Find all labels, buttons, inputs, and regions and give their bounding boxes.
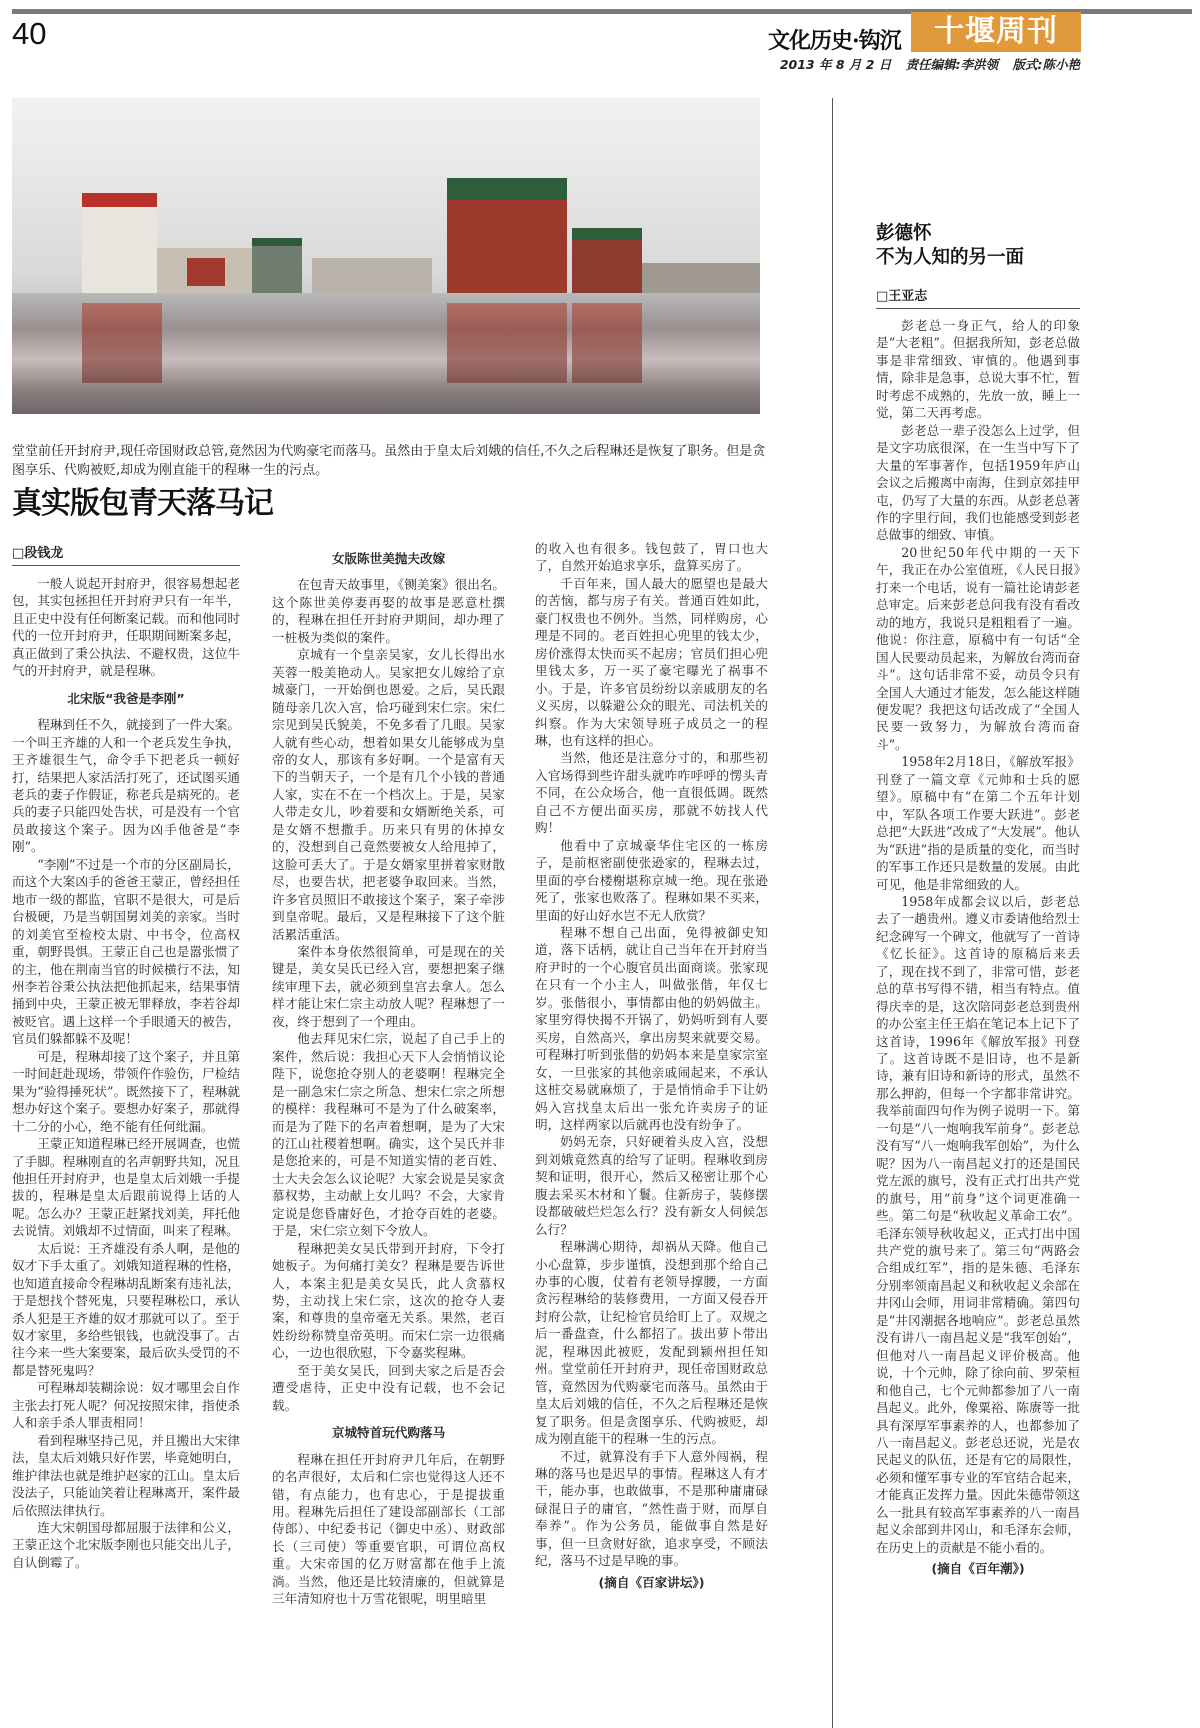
paragraph: 可是，程琳却接了这个案子，并且第一时间赶赴现场，带领仵作验伤，尸检结果为“验得捶死状”。既然接下了，程琳就想办好这个案子。要想办好案子，那就得十二分的小心，绝不能有任何纰漏。 bbox=[12, 1048, 240, 1134]
article-column-1 bbox=[12, 575, 240, 1571]
side-article-byline: □王亚志 bbox=[876, 285, 1080, 309]
issue-date: 2013 年 8 月 2 日 bbox=[779, 57, 892, 72]
paragraph: 程琳在担任开封府尹几年后，在朝野的名声很好，太后和仁宗也觉得这人还不错，有点能力，也有忠心，于是提拔重用。程琳先后担任了建设部副部长（工部侍郎）、中纪委书记（御史中丞）、财政部长（三司使）等重要官职，可谓位高权重。大宋帝国的亿万财富都在他手上流淌。当然，他还是比较清廉的，但就算是三年清知府也十万雪花银呢，明里暗里 bbox=[272, 1451, 505, 1607]
paragraph: 王蒙正知道程琳已经开展调查，也慌了手脚。程琳刚直的名声朝野共知，况且他担任开封府尹，也是皇太后刘娥一手提拔的，程琳是皇太后跟前说得上话的人呢。怎么办？王蒙正赶紧找刘美，拜托他去说情。刘娥却不过情面，叫来了程琳。 bbox=[12, 1136, 240, 1239]
paragraph: 连大宋朝国母都屈服于法律和公义，王蒙正这个北宋版李刚也只能交出儿子，自认倒霉了。 bbox=[12, 1520, 240, 1570]
article-headline: 真实版包青天落马记 bbox=[12, 486, 273, 521]
paragraph: 程琳到任不久，就接到了一件大案。一个叫王齐雄的人和一个老兵发生争执，王齐雄很生气，命令手下把老兵一顿好打，结果把人家活活打死了，还试图买通老兵的妻子作假证，称老兵是病死的。老兵的妻子只能四处告状，可是没有一个官员敢接这个案子。因为凶手他爸是“李刚”。 bbox=[12, 717, 240, 855]
paragraph: “李刚”不过是一个市的分区副局长，而这个大案凶手的爸爸王蒙正，曾经担任地市一级的都监，官职不是很大，可是后台极硬，乃是当朝国舅刘美的亲家。当时的刘美官至检校太尉、中书令，位高权重，朝野畏惧。王蒙正自己也是嚣张惯了的主，他在荆南当官的时候横行不法，知州李若谷秉公执法把他抓起来，结果事情捅到中央，王蒙正被无罪释放，李若谷却被贬官。遇上这样一个手眼通天的被告，官员们躲都躲不及呢！ bbox=[12, 856, 240, 1047]
paragraph: 程琳把美女吴氏带到开封府，下令打她板子。为何痛打美女？程琳是要告诉世人，本案主犯是美女吴氏，此人贪慕权势，主动找上宋仁宗，这次的抢夺人妻案，和尊贵的皇帝毫无关系。果然，老百姓纷纷称赞皇帝英明。而宋仁宗一边很痛心，一边也很欣慰，下令嘉奖程琳。 bbox=[272, 1240, 505, 1361]
section-subhead: 女版陈世美抛夫改嫁 bbox=[331, 551, 446, 566]
section-title: 文化历史·钩沉 bbox=[768, 28, 901, 54]
section-subhead: 京城特首玩代购落马 bbox=[331, 1425, 446, 1441]
paragraph: 可程琳却装糊涂说：奴才哪里会自作主张去打死人呢？何况按照宋律，指使杀人和亲手杀人罪责相同！ bbox=[12, 1380, 240, 1431]
page-number: 40 bbox=[12, 16, 47, 51]
column-divider bbox=[832, 98, 833, 1728]
paragraph: 京城有一个皇亲吴家，女儿长得出水芙蓉一般美艳动人。吴家把女儿嫁给了京城豪门，一开始倒也恩爱。之后，吴氏跟随母亲几次入宫，恰巧碰到宋仁宗。宋仁宗见到吴氏貌美，不免多看了几眼。吴家人就有些心动，想着如果女儿能够成为皇帝的女人，那该有多好啊。一个是富有天下的当朝天子，一个是有几个小钱的普通人家，实在不在一个档次上。于是，吴家人带走女儿，吵着要和女婿断绝关系，可是女婿不想撒手。历来只有男的休掉女的，没想到自己竟然要被女人给甩掉了，这脸可丢大了。于是女婿家里拼着家财散尽，也要告状，把老婆争取回来。当然，许多官员照旧不敢接这个案子，案子牵涉到皇帝呢。最后，又是程琳接下了这个脏活累活重活。 bbox=[272, 647, 505, 942]
article-column-2 bbox=[272, 550, 505, 1608]
side-article-title bbox=[876, 222, 1024, 270]
paragraph: 他看中了京城豪华住宅区的一栋房子，是前枢密副使张逊家的，程琳去过，里面的亭台楼榭堪称京城一绝。现在张逊死了，张家也败落了。程琳如果不买来，里面的好山好水岂不无人欣赏？ bbox=[535, 837, 768, 923]
paragraph: 不过，就算没有手下人意外闯祸，程琳的落马也是迟早的事情。程琳这人有才干，能办事，也敢做事，不是那种庸庸碌碌混日子的庸官，“然性啬于财，而厚自奉养”。作为公务员，能做事自然是好事，但一旦贪财好欲，追求享受，不顾法纪，落马不过是早晚的事。 bbox=[535, 1448, 768, 1569]
article-byline: □段钱龙 bbox=[12, 542, 240, 566]
paragraph: 彭老总一辈子没怎么上过学，但是文字功底很深，在一生当中写下了大量的军事著作，包括1959年庐山会议之后搬离中南海，住到京郊挂甲屯，仍写了大量的东西。从彭老总著作的字里行间，我们也能感受到彭老总做事的细致、审慎。 bbox=[876, 422, 1080, 543]
paragraph: 案件本身依然很简单，可是现在的关键是，美女吴氏已经入宫，要想把案子继续审理下去，就必须到皇宫去拿人。怎么样才能让宋仁宗主动放人呢？程琳想了一夜，终于想到了一个理由。 bbox=[272, 943, 505, 1029]
editor-credit: 责任编辑:李洪领 bbox=[905, 57, 999, 72]
paragraph: 当然，他还是注意分寸的，和那些初入官场得到些许甜头就咋咋呼呼的愣头青不同，在公众场合，他一直很低调。既然自己不方便出面买房，那就不妨找人代购！ bbox=[535, 750, 768, 836]
paragraph: 在包青天故事里，《铡美案》很出名。这个陈世美停妻再娶的故事是恶意杜撰的，程琳在担任开封府尹期间，却办理了一桩极为类似的案件。 bbox=[272, 577, 505, 645]
article-deck: 堂堂前任开封府尹,现任帝国财政总管,竟然因为代购豪宅而落马。虽然由于皇太后刘娥的信任,不久之后程琳还是恢复了职务。但是贪图享乐、代购被贬,却成为刚直能干的程琳一生的污点。 bbox=[12, 444, 766, 478]
paragraph: 20世纪50年代中期的一天下午，我正在办公室值班，《人民日报》打来一个电话，说有一篇社论请彭老总审定。后来彭老总问我有没有看改动的地方，我说只是粗粗看了一遍。他说：你注意，原稿中有一句话“全国人民要动员起来，为解放台湾而奋斗”。这句话非常不妥，动员令只有全国人大通过才能发，怎么能这样随便发呢？我把这句话改成了“全国人民要一致努力，为解放台湾而奋斗”。 bbox=[876, 544, 1080, 752]
section-subhead: 北宋版“我爸是李刚” bbox=[67, 690, 185, 706]
side-title-line-2: 不为人知的另一面 bbox=[876, 247, 1025, 268]
brand-logo: 十堰周刊 bbox=[911, 12, 1081, 52]
paragraph: 一般人说起开封府尹，很容易想起老包，其实包拯担任开封府尹只有一年半，且正史中没有任何断案记载。而和他同时代的一位开封府尹，任职期间断案多起，真正做到了秉公执法、不避权贵，这位牛气的开封府尹，就是程琳。 bbox=[12, 576, 240, 679]
paragraph: 程琳满心期待，却祸从天降。他自己小心盘算，步步谨慎，没想到那个给自己办事的心腹，仗着有老领导撑腰，一方面贪污程琳给的装修费用，一方面又侵吞开封府公款，让纪检官员给盯上了。双规之后一番盘查，什么都招了。拔出萝卜带出泥，程琳因此被贬，发配到颍州担任知州。堂堂前任开封府尹，现任帝国财政总管，竟然因为代购豪宅而落马。虽然由于皇太后刘娥的信任，不久之后程琳还是恢复了职务。但是贪图享乐、代购被贬，却成为刚直能干的程琳一生的污点。 bbox=[535, 1239, 768, 1447]
paragraph: 1958年2月18日，《解放军报》刊登了一篇文章《元帅和士兵的愿望》。原稿中有“在第二个五年计划中，军队各项工作要大跃进”。彭老总把“大跃进”改成了“大发展”。他认为“跃进”指的是质量的变化，而当时的军事工作还只是数量的发展。由此可见，他是非常细致的人。 bbox=[876, 754, 1080, 892]
dateline bbox=[770, 55, 1080, 73]
paragraph: 至于美女吴氏，回到夫家之后是否会遭受虐待，正史中没有记载，也不会记载。 bbox=[272, 1362, 505, 1413]
article-column-3 bbox=[535, 540, 768, 1591]
paragraph: 的收入也有很多。钱包鼓了，胃口也大了，自然开始追求享乐，盘算买房了。 bbox=[535, 541, 768, 574]
paragraph: 他去拜见宋仁宗，说起了自己手上的案件，然后说：我担心天下人会悄悄议论陛下，说您抢夺别人的老婆啊！程琳完全是一副急宋仁宗之所急、想宋仁宗之所想的模样：我程琳可不是为了什么破案率，而是为了陛下的名声着想啊，是为了大宋的江山社稷着想啊。确实，这个吴氏并非是您抢来的，可是不知道实情的老百姓、士大夫会怎么议论呢？大家会说是吴家贪慕权势，主动献上女儿吗？不会，大家肯定说是您昏庸好色，才抢夺百姓的老婆。于是，宋仁宗立刻下令放人。 bbox=[272, 1031, 505, 1239]
side-title-line-1: 彭德怀 bbox=[876, 223, 932, 244]
paragraph: 奶妈无奈，只好硬着头皮入宫，没想到刘娥竟然真的给写了证明。程琳收到房契和证明，很开心，然后又秘密让那个心腹去采买木材和丫鬟。住新房子，装修摆设都破破烂烂怎么行？没有新女人伺候怎么行？ bbox=[535, 1134, 768, 1237]
paragraph: 程琳不想自己出面，免得被御史知道，落下话柄，就让自己当年在开封府当府尹时的一个心腹官员出面商谈。张家现在只有一个小主人，叫做张偕，年仅七岁。张偕很小，事情都由他的奶妈做主。家里穷得快揭不开锅了，奶妈听到有人要买房，自然高兴，拿出房契来就要交易。可程琳打听到张偕的奶妈本来是皇家宗室女，一旦张家的其他亲戚闹起来，不承认这桩交易就麻烦了，于是悄悄命手下让奶妈入宫找皇太后出一张允许卖房子的证明，这样两家以后就再也没有纷争了。 bbox=[535, 924, 768, 1132]
side-article-column bbox=[876, 317, 1080, 1578]
paragraph: 彭老总一身正气，给人的印象是“大老粗”。但据我所知，彭老总做事是非常细致、审慎的。他遇到事情，除非是急事，总说大事不忙，暂时考虑不成熟的，先放一放，睡上一觉，第二天再考虑。 bbox=[876, 318, 1080, 421]
paragraph: 1958年成都会议以后，彭老总去了一趟贵州。遵义市委请他给烈士纪念碑写一个碑文，他就写了一首诗《忆长征》。这首诗的原稿后来丢了，现在找不到了，非常可惜，彭老总的草书写得不错，相当有特点。值得庆幸的是，这次陪同彭老总到贵州的办公室主任王焰在笔记本上记下了这首诗，1996年《解放军报》刊登了。这首诗既不是旧诗，也不是新诗，兼有旧诗和新诗的形式，虽然不那么押韵，但每一个字都非常讲究。我举前面四句作为例子说明一下。第一句是“八一炮响我军前身”。彭老总没有写“八一炮响我军创始”，为什么呢？因为八一南昌起义打的还是国民党左派的旗号，没有正式打出共产党的旗号，用“前身”这个词更准确一些。第二句是“秋收起义革命工农”。毛泽东领导秋收起义，正式打出中国共产党的旗号来了。第三句“两路会合组成红军”，指的是朱德、毛泽东分别率领南昌起义和秋收起义余部在井冈山会师，用词非常精确。第四句是“井冈潮据各地响应”。彭老总虽然没有讲八一南昌起义是“我军创始”，但他对八一南昌起义评价极高。他说，十个元帅，除了徐向前、罗荣桓和他自己，七个元帅都参加了八一南昌起义。此外，像粟裕、陈赓等一批具有深厚军事素养的人，也都参加了八一南昌起义。彭老总还说，光是农民起义的队伍，还是有它的局限性，必须和懂军事专业的军官结合起来，才能真正发挥力量。因此朱德带领这么一批具有较高军事素养的八一南昌起义余部到井冈山，和毛泽东会师，在历史上的贡献是不能小看的。 bbox=[876, 893, 1080, 1555]
paragraph: 千百年来，国人最大的愿望也是最大的苦恼，都与房子有关。普通百姓如此，豪门权贵也不例外。当然，同样购房，心理是不同的。老百姓担心兜里的钱太少，房价涨得太快而买不起房；官员们担心兜里钱太多，万一买了豪宅曝光了祸事不小。于是，许多官员纷纷以亲戚朋友的名义买房，以躲避公众的眼光、司法机关的纠察。作为大宋领导班子成员之一的程琳，也有这样的担心。 bbox=[535, 575, 768, 748]
layout-credit: 版式:陈小艳 bbox=[1012, 57, 1080, 72]
source-credit: (摘自《百年潮》) bbox=[931, 1561, 1025, 1577]
source-credit: (摘自《百家讲坛》) bbox=[598, 1574, 705, 1590]
kaifeng-pavilion-photo bbox=[12, 98, 760, 414]
paragraph: 看到程琳坚持己见，并且搬出大宋律法，皇太后刘娥只好作罢，毕竟她明白，维护律法也就是维护赵家的江山。皇太后没法子，只能讪笑着让程琳离开，案件最后依照法律执行。 bbox=[12, 1432, 240, 1518]
paragraph: 太后说：王齐雄没有杀人啊，是他的奴才下手太重了。刘娥知道程琳的性格，也知道直接命令程琳胡乱断案有违礼法，于是想找个替死鬼，只要程琳松口，承认杀人犯是王齐雄的奴才那就可以了。至于奴才家里，多给些银钱，也就没事了。古往今来一些大案要案，最后砍头受罚的不都是替死鬼吗？ bbox=[12, 1240, 240, 1378]
